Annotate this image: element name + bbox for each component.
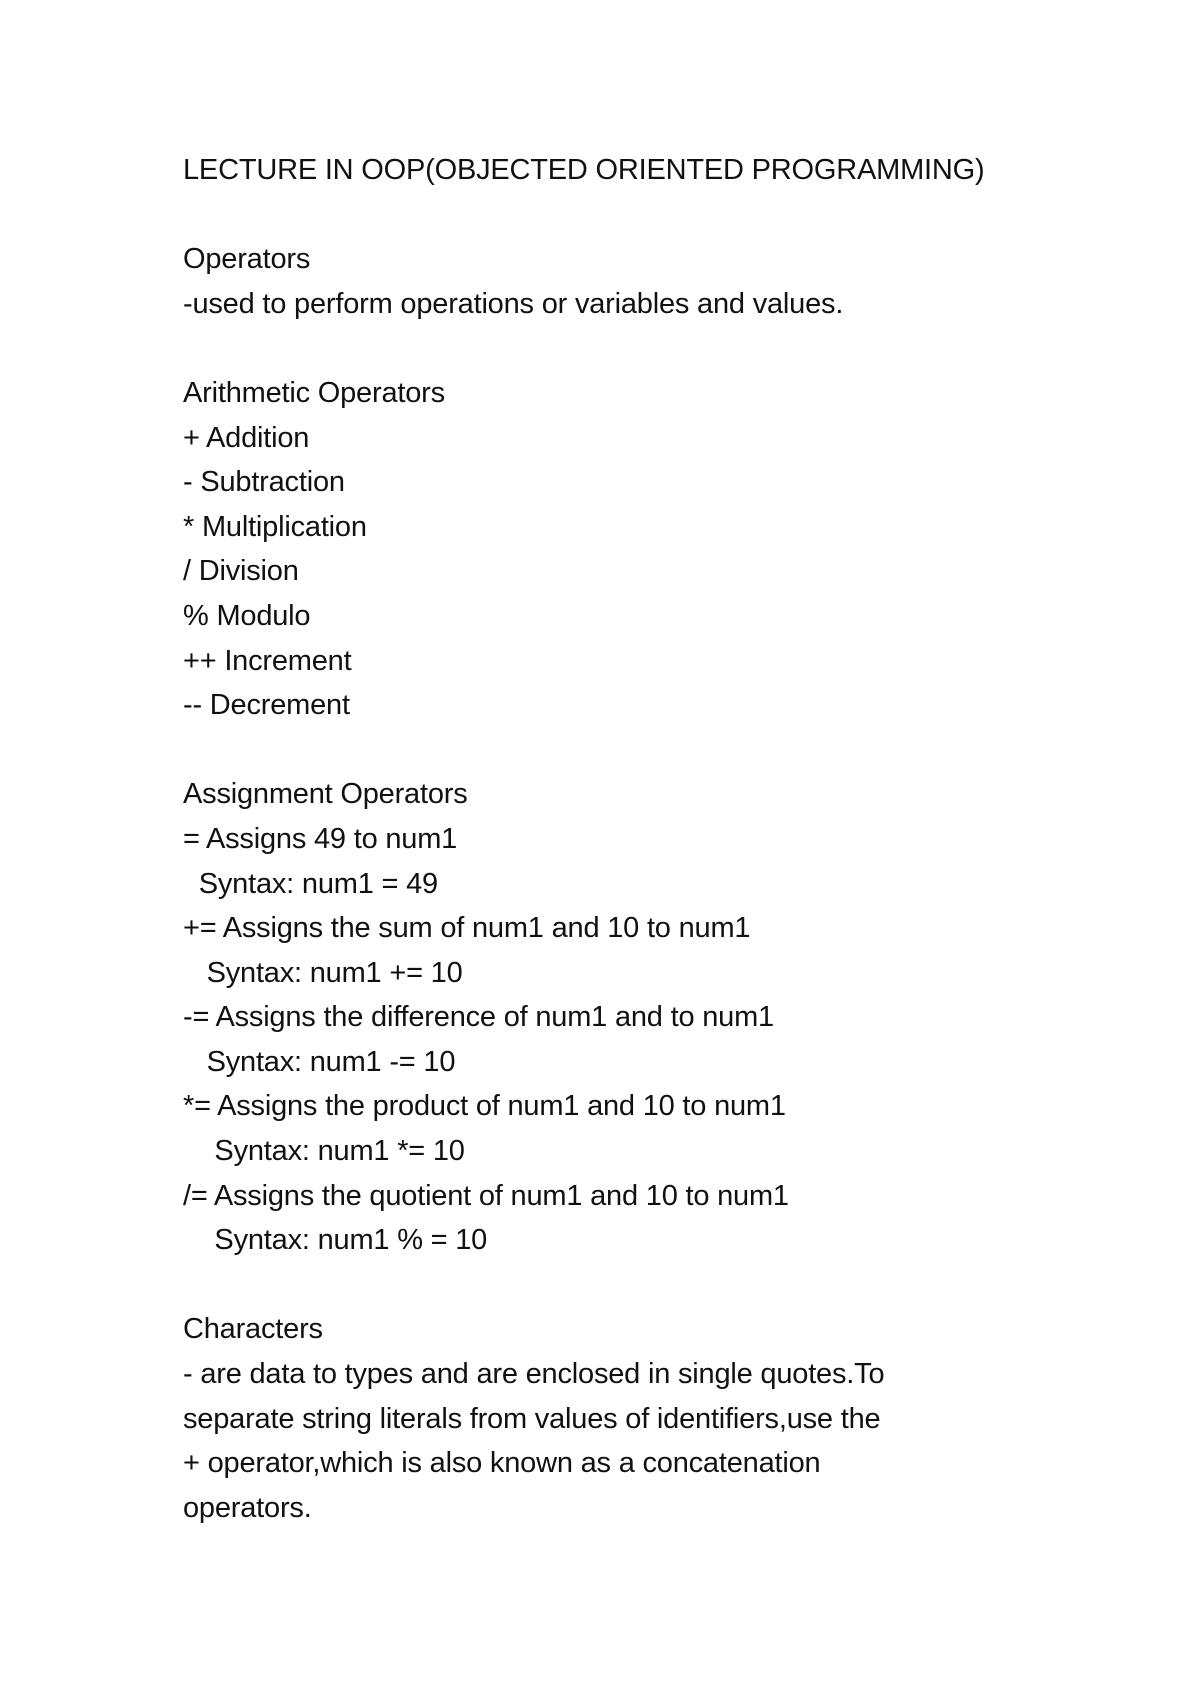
assignment-syntax-line: Syntax: num1 += 10 <box>183 956 463 989</box>
arithmetic-item-subtraction: - Subtraction <box>183 466 345 499</box>
characters-text-line: separate string literals from values of identifiers,use the <box>183 1402 881 1435</box>
assignment-syntax-line: Syntax: num1 % = 10 <box>183 1224 488 1257</box>
spacer <box>183 1263 1083 1308</box>
assignment-line: *= Assigns the product of num1 and 10 to num1 <box>183 1090 786 1123</box>
assignment-line: = Assigns 49 to num1 <box>183 822 458 855</box>
arithmetic-heading: Arithmetic Operators <box>183 376 445 409</box>
characters-text-line: operators. <box>183 1491 312 1524</box>
assignment-heading: Assignment Operators <box>183 778 468 811</box>
assignment-line: -= Assigns the difference of num1 and to num1 <box>183 1001 774 1034</box>
spacer <box>183 728 1083 773</box>
assignment-section <box>183 772 1083 1263</box>
spacer <box>183 326 1083 371</box>
lecture-notes <box>183 148 1083 1530</box>
arithmetic-item-increment: ++ Increment <box>183 644 352 677</box>
arithmetic-item-multiplication: * Multiplication <box>183 510 367 543</box>
characters-section <box>183 1307 1083 1530</box>
arithmetic-item-modulo: % Modulo <box>183 599 311 632</box>
characters-heading: Characters <box>183 1313 323 1346</box>
assignment-syntax-line: Syntax: num1 *= 10 <box>183 1135 465 1168</box>
arithmetic-item-decrement: -- Decrement <box>183 689 350 722</box>
spacer <box>183 193 1083 238</box>
assignment-syntax-line: Syntax: num1 -= 10 <box>183 1045 456 1078</box>
operators-definition: -used to perform operations or variables and values. <box>183 287 844 320</box>
arithmetic-section <box>183 371 1083 728</box>
assignment-syntax-line: Syntax: num1 = 49 <box>183 867 438 900</box>
document-title: LECTURE IN OOP(OBJECTED ORIENTED PROGRAMMING) <box>183 154 985 186</box>
assignment-line: += Assigns the sum of num1 and 10 to num1 <box>183 912 751 945</box>
arithmetic-item-addition: + Addition <box>183 421 310 454</box>
operators-heading: Operators <box>183 243 311 276</box>
arithmetic-item-division: / Division <box>183 555 299 588</box>
operators-section <box>183 237 1083 326</box>
characters-text-line: + operator,which is also known as a concatenation <box>183 1447 821 1480</box>
assignment-line: /= Assigns the quotient of num1 and 10 to num1 <box>183 1179 789 1212</box>
characters-text-line: - are data to types and are enclosed in single quotes.To <box>183 1358 885 1391</box>
